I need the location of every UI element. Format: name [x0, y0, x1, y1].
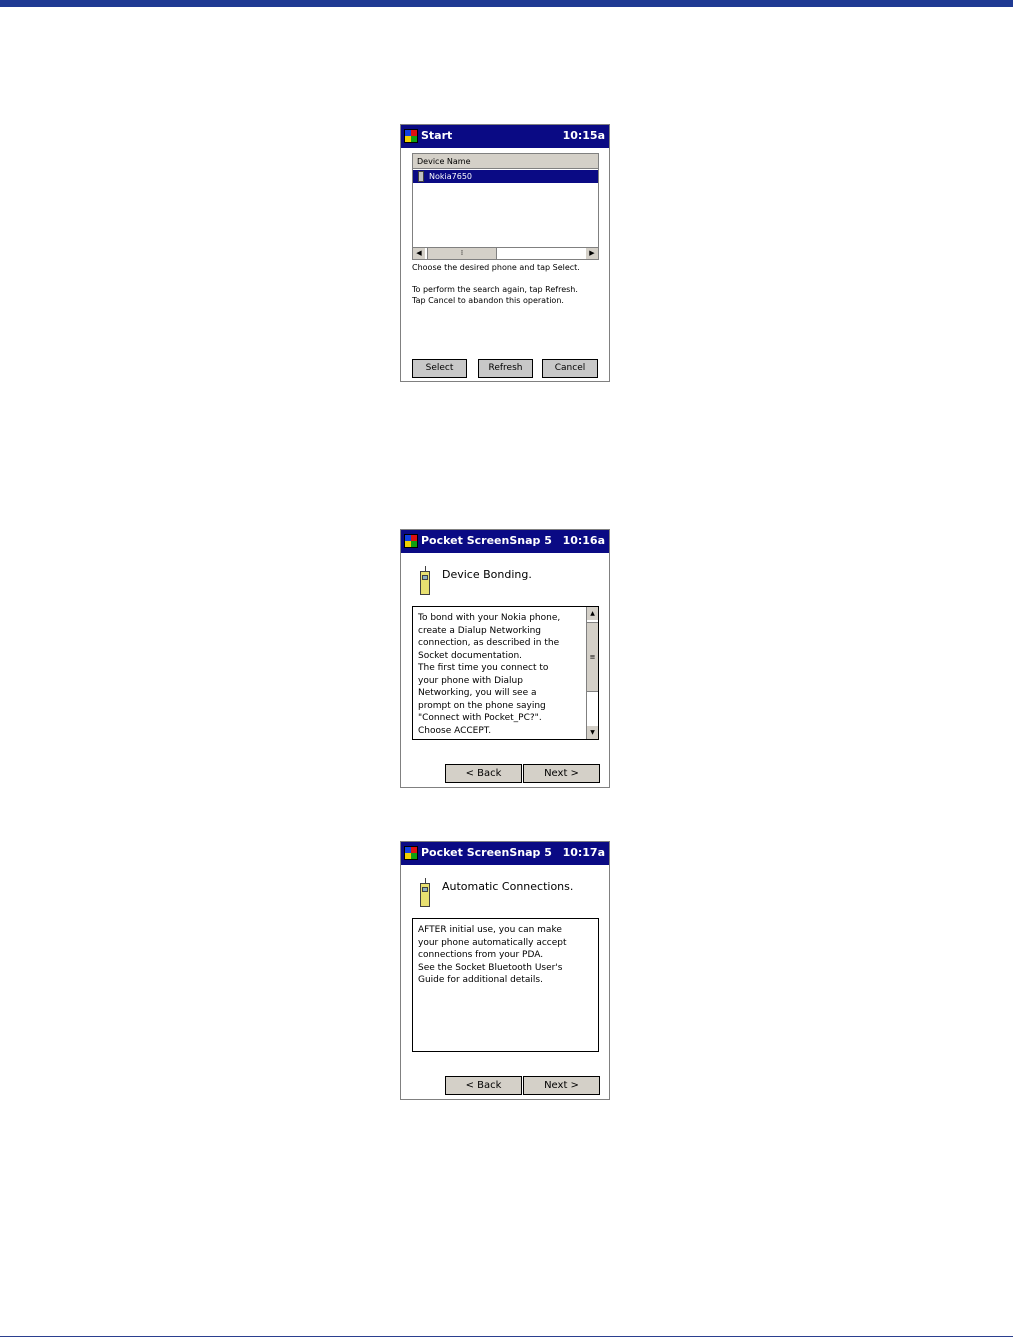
scroll-up-icon[interactable]: ▲: [587, 607, 598, 620]
column-header-device-name[interactable]: Device Name: [413, 154, 598, 169]
phone-icon: [418, 171, 424, 182]
clock: 10:16a: [562, 534, 605, 547]
mobile-phone-icon: [420, 571, 430, 595]
back-button[interactable]: < Back: [445, 764, 522, 783]
next-button[interactable]: Next >: [523, 1076, 600, 1095]
clock: 10:17a: [562, 846, 605, 859]
instruction-refresh: To perform the search again, tap Refresh.: [412, 285, 578, 294]
mobile-phone-icon: [420, 883, 430, 907]
scroll-right-icon[interactable]: ▶: [586, 248, 598, 259]
select-button[interactable]: Select: [412, 359, 467, 378]
page-bottom-rule: [0, 1336, 1013, 1337]
device-list[interactable]: [412, 153, 599, 260]
title-bar: [401, 530, 609, 553]
title-bar: [401, 842, 609, 865]
refresh-button[interactable]: Refresh: [478, 359, 533, 378]
start-flag-icon[interactable]: [404, 846, 418, 860]
instructions-text: To bond with your Nokia phone, create a Dialup Networking connection, as described in the Socket documentation. The first time you connect to your phone with Dialup Networking, you will see a prompt on the phone saying "Connect with Pocket_PC?". Choose ACCEPT.: [418, 613, 561, 736]
start-flag-icon[interactable]: [404, 534, 418, 548]
next-button[interactable]: Next >: [523, 764, 600, 783]
window-title: Pocket ScreenSnap 5: [421, 846, 552, 859]
title-bar: [401, 125, 609, 148]
wizard-heading: Automatic Connections.: [442, 880, 574, 893]
window-title: Start: [421, 129, 453, 142]
wizard-heading: Device Bonding.: [442, 568, 532, 581]
screenshot-device-bonding: [400, 529, 610, 788]
start-flag-icon[interactable]: [404, 129, 418, 143]
cancel-button[interactable]: Cancel: [542, 359, 598, 378]
instruction-select: Choose the desired phone and tap Select.: [412, 263, 580, 272]
device-name: Nokia7650: [429, 172, 472, 181]
page-top-rule: [0, 0, 1013, 7]
window-title: Pocket ScreenSnap 5: [421, 534, 552, 547]
screenshot-device-select: [400, 124, 610, 382]
scroll-thumb[interactable]: ⁞: [427, 248, 497, 259]
scroll-down-icon[interactable]: ▼: [587, 726, 598, 739]
screenshot-automatic-connections: [400, 841, 610, 1100]
clock: 10:15a: [562, 129, 605, 142]
scroll-left-icon[interactable]: ◀: [413, 248, 425, 259]
scroll-thumb[interactable]: ≡: [587, 622, 598, 692]
instructions-textbox[interactable]: [412, 918, 599, 1052]
back-button[interactable]: < Back: [445, 1076, 522, 1095]
instruction-cancel: Tap Cancel to abandon this operation.: [412, 296, 564, 305]
horizontal-scrollbar[interactable]: [413, 247, 598, 259]
instructions-textbox[interactable]: [412, 606, 599, 740]
list-item[interactable]: [413, 170, 598, 183]
instructions-text: AFTER initial use, you can make your phone automatically accept connections from your PDA. See the Socket Bluetooth User's Guide for additional details.: [418, 925, 567, 985]
vertical-scrollbar[interactable]: [586, 607, 598, 739]
